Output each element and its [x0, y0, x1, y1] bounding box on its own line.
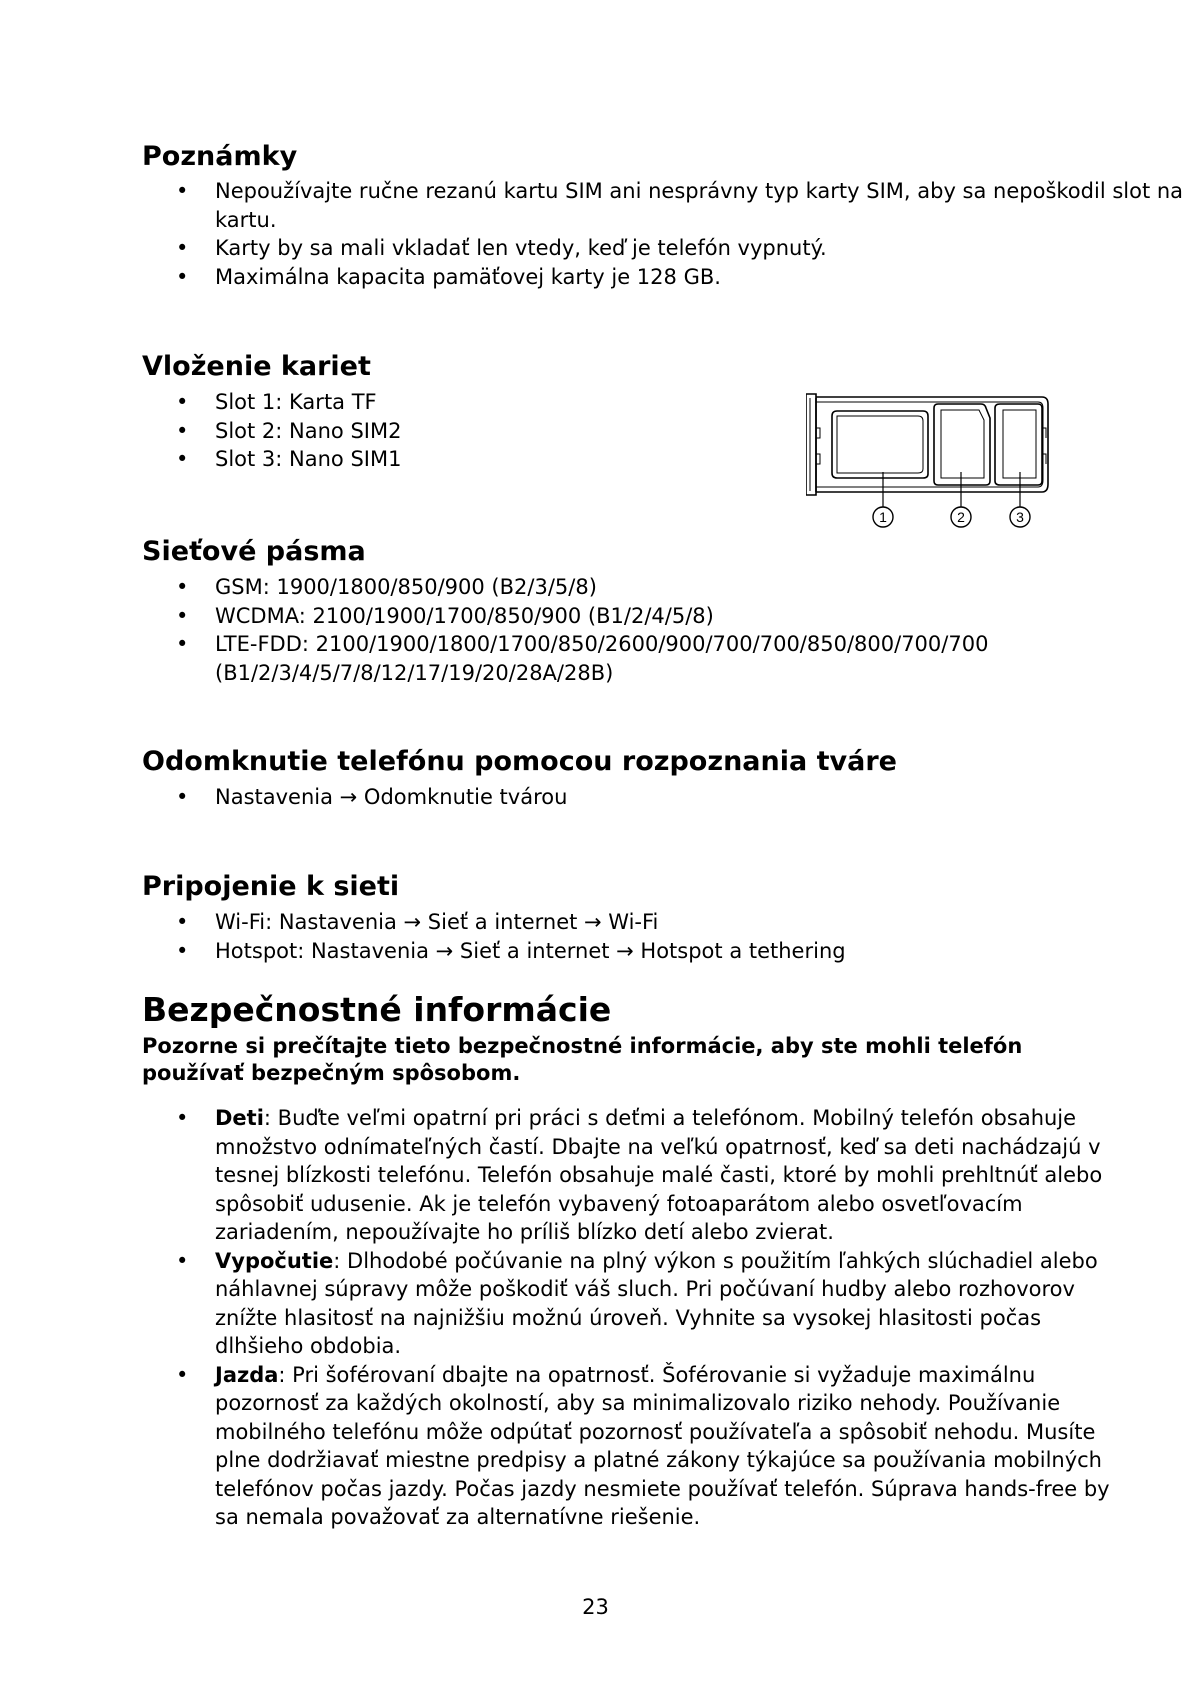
list-item	[142, 1104, 1120, 1247]
item-text: : Pri šoférovaní dbajte na opatrnosť. Šoférovanie si vyžaduje maximálnu pozornosť za každých okolností, aby sa minimalizovalo riziko nehody. Používanie mobilného telefónu môže odpútať pozornosť používateľa a spôsobiť nehodu. Musíte plne dodržiavať miestne predpisy a platné zákony týkajúce sa používania mobilných telefónov počas jazdy. Počas jazdy nesmiete používať telefón. Súprava hands-free by sa nemala považovať za alternatívne riešenie.	[215, 1362, 1110, 1529]
list-item: • Wi-Fi: Nastavenia → Sieť a internet → Wi-Fi	[142, 908, 1191, 937]
notes-heading: Poznámky	[142, 141, 298, 172]
bands-list	[142, 573, 1191, 687]
list-item: • Hotspot: Nastavenia → Sieť a internet → Hotspot a tethering	[142, 937, 1191, 966]
list-item: • WCDMA: 2100/1900/1700/850/900 (B1/2/4/5/8)	[142, 602, 1191, 631]
face-unlock-heading: Odomknutie telefónu pomocou rozpoznania tváre	[142, 746, 897, 777]
callout-label-2: 2	[957, 509, 965, 525]
bands-heading: Sieťové pásma	[142, 536, 366, 567]
page-number: 23	[582, 1595, 609, 1619]
callout-label-1: 1	[879, 509, 887, 525]
list-item: • Nastavenia → Odomknutie tvárou	[142, 783, 1191, 812]
safety-list	[142, 1104, 1120, 1532]
notes-list	[142, 177, 1191, 291]
list-item: • Maximálna kapacita pamäťovej karty je 128 GB.	[142, 263, 1191, 292]
list-item: • Karty by sa mali vkladať len vtedy, keď je telefón vypnutý.	[142, 234, 1191, 263]
list-item: • LTE-FDD: 2100/1900/1800/1700/850/2600/900/700/700/850/800/700/700 (B1/2/3/4/5/7/8/12/17/19/20/28A/28B)	[142, 630, 1105, 687]
list-item: • Slot 1: Karta TF	[142, 388, 1191, 417]
item-lead: Jazda	[215, 1362, 279, 1387]
item-text: : Buďte veľmi opatrní pri práci s deťmi a telefónom. Mobilný telefón obsahuje množstvo odnímateľných častí. Dbajte na veľkú opatrnosť, keď sa deti nachádzajú v tesnej blízkosti telefónu. Telefón obsahuje malé časti, ktoré by mohli prehltnúť alebo spôsobiť udusenie. Ak je telefón vybavený fotoaparátom alebo osvetľovacím zariadením, nepoužívajte ho príliš blízko detí alebo zvierat.	[215, 1106, 1103, 1244]
callout-label-3: 3	[1016, 509, 1024, 525]
item-lead: Deti	[215, 1106, 264, 1130]
safety-intro: Pozorne si prečítajte tieto bezpečnostné informácie, aby ste mohli telefón používať bezpečným spôsobom.	[142, 1034, 1023, 1085]
list-item: • Slot 2: Nano SIM2	[142, 417, 1191, 446]
item-text: : Dlhodobé počúvanie na plný výkon s použitím ľahkých slúchadiel alebo náhlavnej súpravy môže poškodiť váš sluch. Pri počúvaní hudby alebo rozhovorov znížte hlasitosť na najnižšiu možnú úroveň. Vyhnite sa vysokej hlasitosti počas dlhšieho obdobia.	[215, 1248, 1098, 1358]
list-item: • Slot 3: Nano SIM1	[142, 445, 1191, 474]
network-list	[142, 908, 1191, 965]
list-item	[142, 1361, 1120, 1532]
item-lead: Vypočutie	[215, 1248, 334, 1273]
cards-heading: Vloženie kariet	[142, 351, 371, 382]
list-item	[142, 1247, 1120, 1361]
list-item: • Nepoužívajte ručne rezanú kartu SIM ani nesprávny typ karty SIM, aby sa nepoškodil slot na kartu.	[142, 177, 1191, 234]
network-heading: Pripojenie k sieti	[142, 871, 400, 902]
face-unlock-list	[142, 783, 1191, 812]
list-item: • GSM: 1900/1800/850/900 (B2/3/5/8)	[142, 573, 1191, 602]
sim-tray-figure	[806, 392, 1056, 532]
safety-heading: Bezpečnostné informácie	[142, 990, 612, 1029]
